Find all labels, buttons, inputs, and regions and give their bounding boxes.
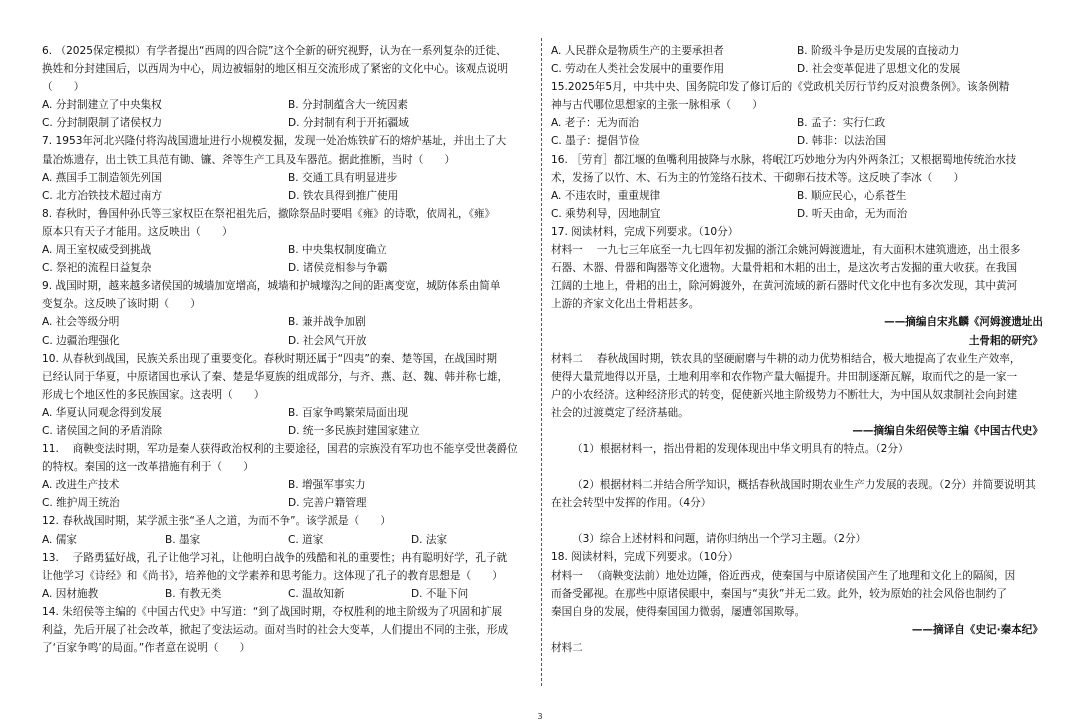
text-line: 神与古代哪位思想家的主张一脉相承（ ）	[551, 99, 763, 112]
text-line: 使得大量荒地得以开垦，土地利用率和农作物产量大幅提升。井田制逐渐瓦解，取而代之的是一家一	[551, 370, 1018, 383]
column-divider	[541, 38, 542, 686]
option-text: B. 阶级斗争是历史发展的直接动力	[797, 45, 960, 57]
source-citation: ——摘编自宋兆麟《河姆渡遗址出	[884, 316, 1043, 329]
right-column	[551, 42, 1043, 657]
option-text: B. 孟子：实行仁政	[797, 117, 886, 130]
options-row	[551, 205, 1043, 223]
text-line: 上游的齐家文化出土骨耜甚多。	[551, 298, 700, 311]
left-column	[42, 42, 534, 657]
options-row	[551, 187, 1043, 205]
text-line: 利益，先后开展了社会改革，掀起了变法运动。面对当时的社会大变革，人们提出不同的主张，形成	[42, 624, 509, 636]
text-line: 材料二 春秋战国时期，铁农具的坚硬耐磨与牛耕的动力优势相结合，极大地提高了农业生产效率，	[551, 352, 1021, 365]
option-text: C. 道家	[288, 533, 324, 546]
text-line: 14. 朱绍侯等主编的《中国古代史》中写道：“到了战国时期，夺权胜利的地主阶级为了巩固和扩展	[42, 605, 503, 618]
text-line: 10. 从春秋到战国，民族关系出现了重要变化。春秋时期还属于“四夷”的秦、楚等国，在战国时期	[42, 352, 497, 365]
text-line: 让他学习《诗经》和《尚书》，培养他的文学素养和思考能力。这体现了孔子的教育思想是（ ）	[42, 569, 503, 582]
option-text: B. 分封制蕴含大一统因素	[288, 99, 408, 112]
option-text: D. 听天由命，无为而治	[797, 207, 908, 220]
option-text: C. 边疆治理强化	[42, 334, 120, 347]
source-citation: 土骨耜的研究》	[968, 334, 1043, 347]
options-row	[42, 114, 534, 132]
text-line: 在社会转型中发挥的作用。（4分）	[551, 497, 712, 510]
options-row	[42, 422, 534, 440]
option-text: C. 分封制限制了诸侯权力	[42, 117, 163, 130]
options-row	[42, 404, 534, 422]
option-text: D. 法家	[411, 533, 448, 546]
option-text: C. 劳动在人类社会发展中的重要作用	[551, 63, 725, 76]
options-row	[42, 476, 534, 494]
option-text: C. 温故知新	[288, 587, 345, 600]
option-text: A. 周王室权威受到挑战	[42, 244, 152, 257]
option-text: D. 社会风气开放	[288, 334, 367, 347]
option-text: D. 不耻下问	[411, 587, 469, 600]
text-line: 了‘百家争鸣’的局面。”作者意在说明（ ）	[42, 642, 251, 655]
text-line: 6. （2025保定模拟）有学者提出“西周的四合院”这个全新的研究视野，认为在一系列复杂的迁徙、	[42, 45, 507, 57]
text-line: 原本只有天子才能用。这反映出（ ）	[42, 225, 233, 238]
options-row	[42, 241, 534, 259]
option-text: B. 增强军事实力	[288, 479, 366, 492]
source-citation: ——摘译自《史记·秦本纪》	[911, 623, 1043, 636]
option-text: D. 韩非：以法治国	[797, 135, 887, 148]
option-text: A. 分封制建立了中央集权	[42, 99, 162, 112]
option-text: B. 百家争鸣繁荣局面出现	[288, 406, 408, 419]
option-text: A. 华夏认同观念得到发展	[42, 406, 162, 419]
text-line: 15.2025年5月，中共中央、国务院印发了修订后的《党政机关厉行节约反对浪费条例》。该条例精	[551, 81, 1010, 94]
text-line: 形成七个地区性的多民族国家。这表明（ ）	[42, 388, 265, 401]
option-text: B. 有教无类	[165, 587, 222, 600]
options-row	[42, 259, 534, 277]
option-text: D. 完善户籍管理	[288, 497, 367, 510]
option-text: C. 诸侯国之间的矛盾消除	[42, 424, 163, 437]
text-line: 术，发扬了以竹、木、石为主的竹笼络石技术、干砌卵石技术等。这反映了李冰（ ）	[551, 171, 965, 184]
options-row	[42, 313, 534, 331]
text-line: 9. 战国时期，越来越多诸侯国的城墙加宽增高，城墙和护城壕沟之间的距离变宽，城防体系由简单	[42, 280, 501, 293]
text-line: 换姓和分封建国后，以西周为中心，周边被辐射的地区相互交流形成了紧密的文化中心。该观点说明	[42, 63, 509, 76]
text-line: （2）根据材料二并结合所学知识，概括春秋战国时期农业生产力发展的表现。（2分）并简要说明其	[572, 479, 1036, 492]
option-text: C. 维护周王统治	[42, 497, 120, 510]
option-text: B. 顺应民心，心系苍生	[797, 189, 907, 202]
text-line: 社会的过渡奠定了经济基础。	[551, 406, 689, 419]
option-text: A. 人民群众是物质生产的主要承担者	[551, 45, 724, 57]
text-line: 变复杂。这反映了该时期（ ）	[42, 298, 201, 311]
text-line: 7. 1953年河北兴隆付将沟战国遗址进行小规模发掘，发现一处冶炼铁矿石的熔炉基址，并出土了大	[42, 135, 507, 148]
text-line: 江阔的土地上，骨耜的出土，除河姆渡外，在黄河流域的新石器时代文化中也有多次发现，其中黄河	[551, 280, 1018, 293]
text-line: 8. 春秋时，鲁国仲孙氏等三家权臣在祭祀祖先后，撤除祭品时要唱《雍》的诗歌，依周礼，《雍》	[42, 207, 496, 220]
text-line: 而备受鄙视。在那些中原诸侯眼中，秦国与“夷狄”并无二致。此外，较为原始的社会风俗也制约了	[551, 587, 1007, 600]
text-line: （3）综合上述材料和问题，请你归纳出一个学习主题。（2分）	[572, 533, 867, 546]
text-line: 秦国自身的发展，使得秦国国力微弱，屡遭邻国欺辱。	[551, 605, 806, 618]
text-line: 的特权。秦国的这一改革措施有利于（ ）	[42, 461, 254, 474]
option-text: B. 兼并战争加剧	[288, 316, 366, 329]
text-line: 12. 春秋战国时期，某学派主张“圣人之道，为而不争”。该学派是（ ）	[42, 515, 392, 528]
text-line: 已经认同于华夏，中原诸国也承认了秦、楚是华夏族的组成部分，与齐、燕、赵、魏、韩并称七雄，	[42, 370, 509, 383]
option-text: C. 乘势利导，因地制宜	[551, 207, 661, 220]
text-line: 17. 阅读材料，完成下列要求。（10分）	[551, 225, 739, 238]
text-line: （ ）	[42, 81, 85, 94]
text-line: 13. 子路勇猛好战，孔子让他学习礼，让他明白战争的残酷和礼的重要性；冉有聪明好学，孔子就	[42, 551, 508, 564]
option-text: A. 不违农时，重重规律	[551, 189, 661, 202]
source-citation: ——摘编自朱绍侯等主编《中国古代史》	[852, 424, 1043, 437]
option-text: D. 统一多民族封建国家建立	[288, 424, 420, 437]
answer-space	[551, 458, 1043, 476]
text-line: 16. ［劳育］都江堰的鱼嘴利用披降与水脉，将岷江巧妙地分为内外两条江；又根据蜀地传统治水技	[551, 153, 1017, 166]
option-text: D. 铁农具得到推广使用	[288, 189, 399, 202]
options-row	[551, 60, 1043, 78]
text-line: 户的小农经济。这种经济形式的转变，促使新兴地主阶级势力不断壮大，为中国从奴隶制社会向封建	[551, 388, 1018, 401]
option-text: A. 老子：无为而治	[551, 117, 639, 130]
answer-space	[551, 512, 1043, 530]
option-text: A. 改进生产技术	[42, 479, 120, 492]
options-row	[42, 96, 534, 114]
text-line: 材料二	[551, 641, 583, 654]
option-text: D. 诸侯竞相参与争霸	[288, 262, 388, 275]
options-row	[551, 42, 1043, 60]
options-row	[42, 531, 534, 549]
text-line: 材料一 （商鞅变法前）地处边陲，俗近西戎，使秦国与中原诸侯国产生了地理和文化上的隔阂，因	[551, 569, 1016, 582]
option-text: C. 北方冶铁技术超过南方	[42, 189, 163, 202]
options-row	[42, 187, 534, 205]
option-text: C. 墨子：提倡节俭	[551, 135, 640, 148]
option-text: A. 社会等级分明	[42, 316, 120, 329]
options-row	[42, 332, 534, 350]
option-text: C. 祭祀的流程日益复杂	[42, 262, 152, 275]
option-text: B. 中央集权制度确立	[288, 244, 387, 257]
option-text: B. 交通工具有明显进步	[288, 171, 398, 184]
options-row	[42, 169, 534, 187]
option-text: A. 因材施教	[42, 587, 99, 600]
option-text: D. 分封制有利于开拓疆域	[288, 117, 409, 130]
options-row	[42, 585, 534, 603]
page-number: 3	[537, 712, 543, 721]
text-line: 量冶炼遗存，出土铁工具范有锄、镰、斧等生产工具及车器范。据此推断，当时（ ）	[42, 153, 456, 166]
text-line: 18. 阅读材料，完成下列要求。（10分）	[551, 551, 739, 564]
text-line: （1）根据材料一，指出骨耜的发现体现出中华文明具有的特点。（2分）	[572, 443, 909, 456]
option-text: A. 儒家	[42, 533, 77, 546]
option-text: A. 燕国手工制造领先列国	[42, 171, 162, 184]
options-row	[551, 132, 1043, 150]
options-row	[551, 114, 1043, 132]
option-text: B. 墨家	[165, 533, 201, 546]
options-row	[42, 494, 534, 512]
option-text: D. 社会变革促进了思想文化的发展	[797, 63, 961, 76]
text-line: 11. 商鞅变法时期，军功是秦人获得政治权利的主要途径，国君的宗族没有军功也不能享受世袭爵位	[42, 443, 518, 456]
text-line: 石器、木器、骨器和陶器等文化遗物。大量骨耜和木耜的出土，是这次考古发掘的重大收获。在我国	[551, 262, 1018, 275]
text-line: 材料一 一九七三年底至一九七四年初发掘的浙江余姚河姆渡遗址，有大面积木建筑遗迹，出土很多	[551, 244, 1021, 257]
